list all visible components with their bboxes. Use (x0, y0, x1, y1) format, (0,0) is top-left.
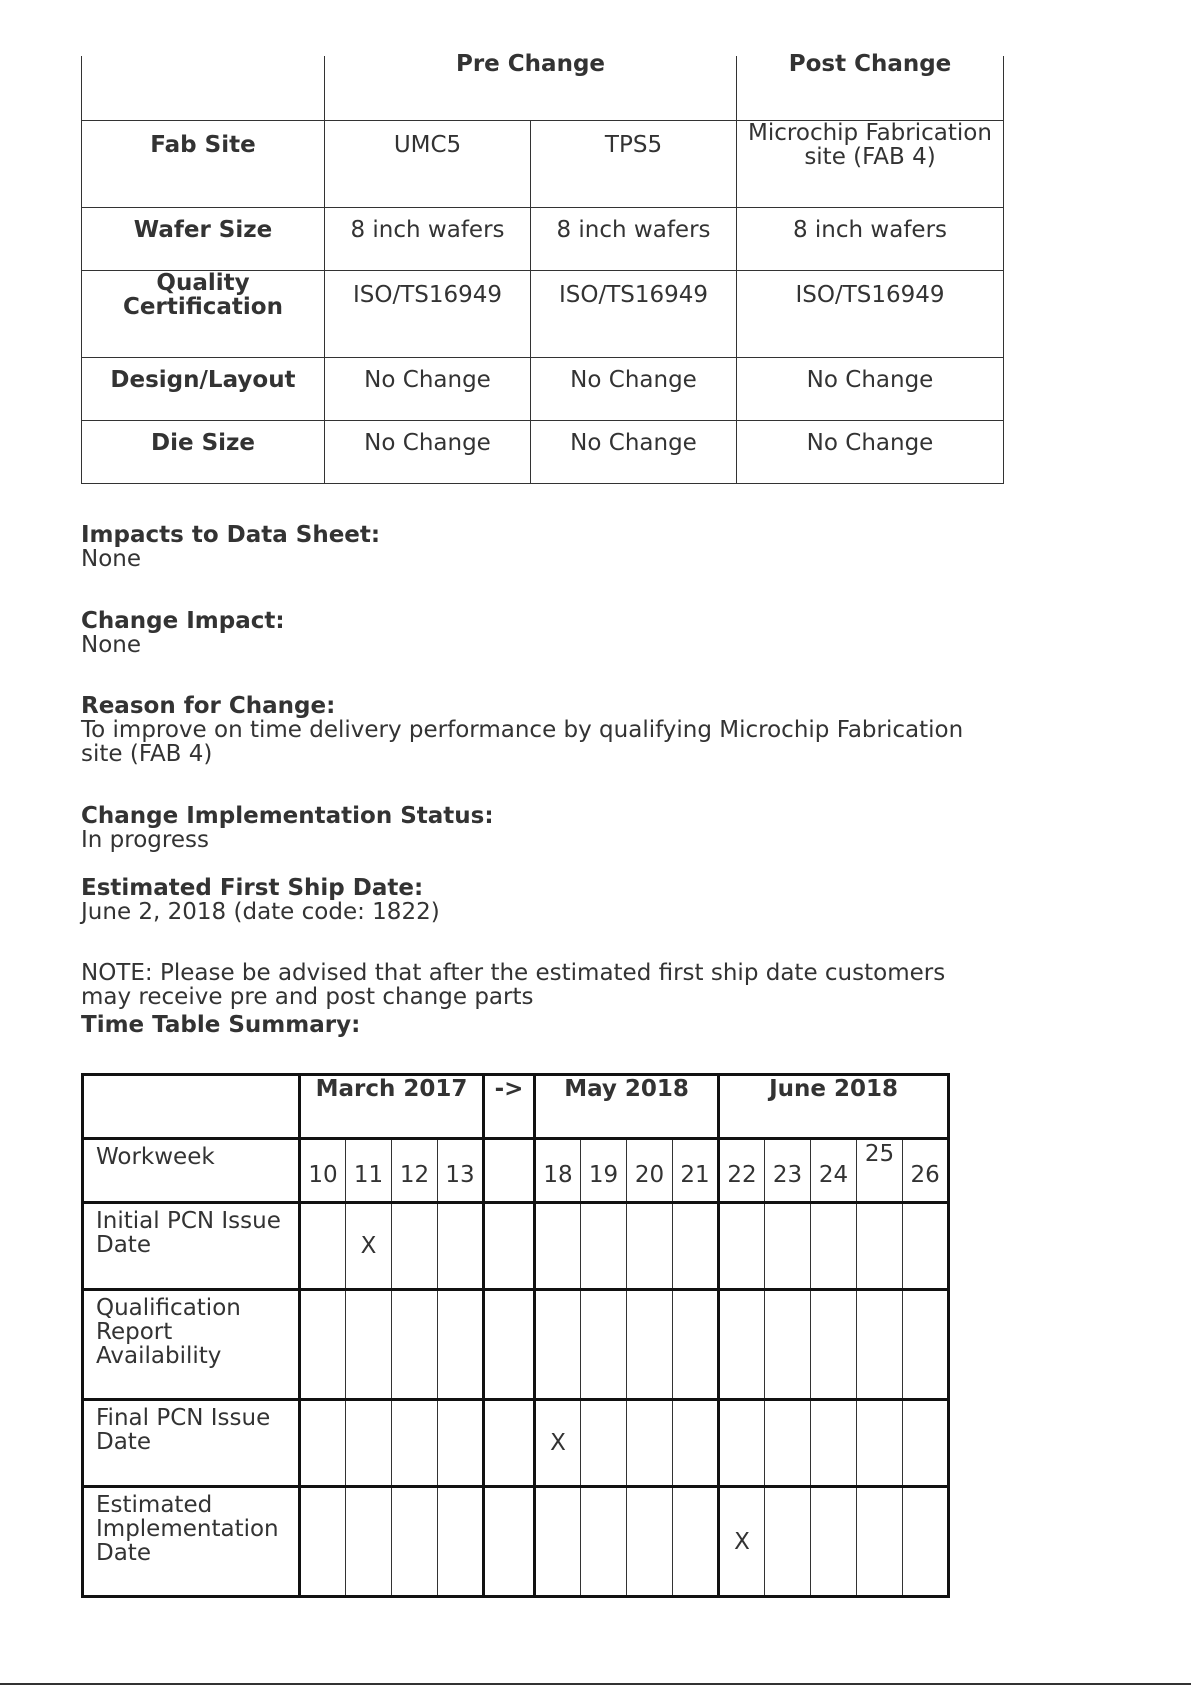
workweek-cell: 24 (811, 1139, 857, 1203)
timetable-title: Time Table Summary: (81, 1012, 361, 1038)
change-impact-value: None (81, 632, 142, 658)
schedule-cell (765, 1400, 811, 1487)
reason-value: To improve on time delivery performance by qualifying Microchip Fabrication site (FAB 4) (81, 717, 964, 767)
impacts-value: None (81, 546, 142, 572)
schedule-cell (903, 1290, 949, 1400)
change-table-header (82, 56, 1004, 120)
workweek-cell: 10 (300, 1139, 346, 1203)
row-label: Quality Certification (82, 270, 325, 357)
month-row (83, 1075, 949, 1139)
schedule-cell (300, 1290, 346, 1400)
pre-change-2: No Change (531, 357, 737, 420)
month-arrow: -> (484, 1075, 535, 1139)
schedule-cell (581, 1290, 627, 1400)
schedule-cell (765, 1203, 811, 1290)
status-value: In progress (81, 827, 209, 853)
schedule-cell (811, 1400, 857, 1487)
ship-date-section (81, 876, 981, 924)
month-march-2017: March 2017 (300, 1075, 484, 1139)
pre-change-2: No Change (531, 420, 737, 483)
row-label: Die Size (82, 420, 325, 483)
schedule-cell (673, 1487, 719, 1597)
month-may-2018: May 2018 (535, 1075, 719, 1139)
post-change: 8 inch wafers (737, 207, 1004, 270)
schedule-cell (673, 1290, 719, 1400)
workweek-label: Workweek (83, 1139, 300, 1203)
schedule-cell (581, 1203, 627, 1290)
schedule-cell (627, 1290, 673, 1400)
workweek-cell: 13 (438, 1139, 484, 1203)
schedule-cell (438, 1400, 484, 1487)
schedule-cell (765, 1290, 811, 1400)
status-section (81, 804, 981, 852)
pre-change-1: 8 inch wafers (325, 207, 531, 270)
schedule-cell (346, 1487, 392, 1597)
schedule-row-implementation (83, 1487, 949, 1597)
schedule-cell (857, 1487, 903, 1597)
schedule-cell (484, 1400, 535, 1487)
schedule-cell (300, 1400, 346, 1487)
schedule-cell (392, 1203, 438, 1290)
month-empty-cell (83, 1075, 300, 1139)
schedule-cell: X (719, 1487, 765, 1597)
change-impact-label: Change Impact: (81, 608, 285, 634)
schedule-cell (673, 1203, 719, 1290)
impacts-label: Impacts to Data Sheet: (81, 522, 381, 548)
pre-change-1: ISO/TS16949 (325, 270, 531, 357)
time-table-summary (81, 1073, 950, 1598)
schedule-cell (627, 1400, 673, 1487)
schedule-cell (392, 1400, 438, 1487)
schedule-row-final-pcn (83, 1400, 949, 1487)
schedule-row-label: Final PCN Issue Date (83, 1400, 300, 1487)
workweek-cell: 12 (392, 1139, 438, 1203)
schedule-cell (765, 1487, 811, 1597)
row-label: Design/Layout (82, 357, 325, 420)
row-quality-certification (82, 270, 1004, 357)
pre-change-2: 8 inch wafers (531, 207, 737, 270)
row-die-size (82, 420, 1004, 483)
note-section (81, 961, 981, 1037)
workweek-cell (484, 1139, 535, 1203)
post-change: No Change (737, 420, 1004, 483)
schedule-cell: X (346, 1203, 392, 1290)
pre-change-1: No Change (325, 357, 531, 420)
schedule-cell (673, 1400, 719, 1487)
schedule-cell (811, 1203, 857, 1290)
row-label: Fab Site (82, 120, 325, 207)
schedule-cell (719, 1400, 765, 1487)
schedule-cell (346, 1400, 392, 1487)
schedule-cell (392, 1290, 438, 1400)
schedule-row-initial-pcn (83, 1203, 949, 1290)
post-change: No Change (737, 357, 1004, 420)
change-comparison-table (81, 51, 1004, 484)
workweek-cell: 19 (581, 1139, 627, 1203)
schedule-cell (346, 1290, 392, 1400)
workweek-cell: 11 (346, 1139, 392, 1203)
schedule-cell (719, 1290, 765, 1400)
row-design-layout (82, 357, 1004, 420)
schedule-cell (300, 1203, 346, 1290)
schedule-row-qualification-report (83, 1290, 949, 1400)
row-fab-site (82, 120, 1004, 207)
schedule-cell (438, 1203, 484, 1290)
schedule-cell (719, 1203, 765, 1290)
schedule-cell (581, 1487, 627, 1597)
schedule-cell (811, 1487, 857, 1597)
schedule-cell (484, 1290, 535, 1400)
schedule-cell (903, 1203, 949, 1290)
pre-change-2: TPS5 (531, 120, 737, 207)
schedule-row-label: Estimated Implementation Date (83, 1487, 300, 1597)
schedule-cell (438, 1290, 484, 1400)
workweek-cell: 26 (903, 1139, 949, 1203)
schedule-cell (535, 1290, 581, 1400)
schedule-cell (484, 1487, 535, 1597)
schedule-cell (535, 1203, 581, 1290)
schedule-cell (857, 1203, 903, 1290)
ship-date-label: Estimated First Ship Date: (81, 875, 424, 901)
schedule-cell (581, 1400, 627, 1487)
post-change: ISO/TS16949 (737, 270, 1004, 357)
workweek-cell: 21 (673, 1139, 719, 1203)
header-pre-change: Pre Change (325, 56, 737, 120)
schedule-cell (903, 1400, 949, 1487)
change-impact-section (81, 609, 981, 657)
schedule-row-label: Initial PCN Issue Date (83, 1203, 300, 1290)
schedule-cell (857, 1290, 903, 1400)
schedule-cell (438, 1487, 484, 1597)
schedule-cell (857, 1400, 903, 1487)
row-label: Wafer Size (82, 207, 325, 270)
schedule-cell (535, 1487, 581, 1597)
schedule-cell (300, 1487, 346, 1597)
pre-change-2: ISO/TS16949 (531, 270, 737, 357)
workweek-cell: 20 (627, 1139, 673, 1203)
post-change: Microchip Fabrication site (FAB 4) (737, 120, 1004, 207)
header-empty-cell (82, 56, 325, 120)
month-june-2018: June 2018 (719, 1075, 949, 1139)
pre-change-1: No Change (325, 420, 531, 483)
workweek-row (83, 1139, 949, 1203)
schedule-cell: X (535, 1400, 581, 1487)
schedule-cell (627, 1203, 673, 1290)
workweek-cell: 18 (535, 1139, 581, 1203)
note-text: NOTE: Please be advised that after the estimated first ship date customers may receive pre and post change parts (81, 960, 946, 1010)
row-wafer-size (82, 207, 1004, 270)
schedule-row-label: Qualification Report Availability (83, 1290, 300, 1400)
impacts-section (81, 523, 981, 571)
workweek-cell: 23 (765, 1139, 811, 1203)
schedule-cell (484, 1203, 535, 1290)
workweek-cell: 25 (857, 1139, 903, 1203)
ship-date-value: June 2, 2018 (date code: 1822) (81, 899, 440, 925)
schedule-cell (627, 1487, 673, 1597)
workweek-cell: 22 (719, 1139, 765, 1203)
reason-section (81, 694, 981, 766)
reason-label: Reason for Change: (81, 693, 336, 719)
pre-change-1: UMC5 (325, 120, 531, 207)
schedule-cell (811, 1290, 857, 1400)
status-label: Change Implementation Status: (81, 803, 494, 829)
header-post-change: Post Change (737, 56, 1004, 120)
schedule-cell (392, 1487, 438, 1597)
schedule-cell (903, 1487, 949, 1597)
